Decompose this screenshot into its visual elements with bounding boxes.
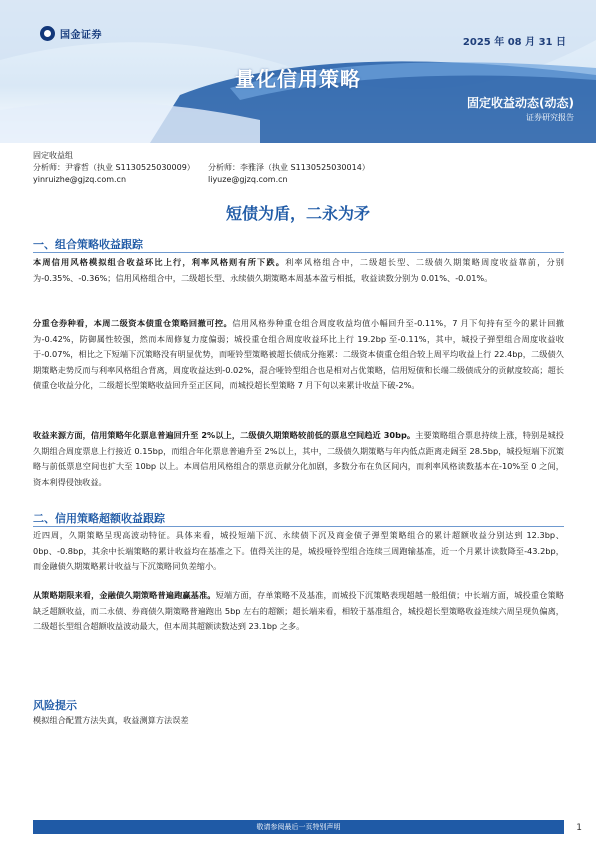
paragraph-body: 信用风格券种重仓组合周度收益均值小幅回升至-0.11%，7 月下旬持有至今的累计回撤为-0.42%，防御属性较强，然而本周修复力度偏弱；城投重仓组合周度收益环比上行 19.2bp 至-0.11%，其中，城投子弹型组合周度收益收于-0.07%，相比之下短端下沉策略没有明显优势，而哑铃型策略被超长债成分拖累：二级资本债重仓组合较上周平均收益上行 22.4bp，二级债久期策略走势反而与利率风格组合背离，周度收益达到-0.02%，混合哑铃型组合也是相对占优策略，信用短债和长端二级债成分的贡献度较高；超长债重仓收益分化，二级超长型策略收益回升至正区间，而城投超长型策略 7 月下旬以来累计收益下破-2%。 xyxy=(33,318,564,391)
section-1-divider xyxy=(33,252,564,253)
header-banner xyxy=(0,0,596,143)
report-date: 2025 年 08 月 31 日 xyxy=(462,37,566,48)
report-dept: 证券研究报告 xyxy=(526,113,574,122)
logo-icon xyxy=(40,26,55,41)
footer-disclaimer-link[interactable]: 敬请参阅最后一页特别声明 xyxy=(256,823,341,831)
page-number: 1 xyxy=(576,823,582,833)
email-1[interactable]: yinruizhe@gjzq.com.cn xyxy=(33,175,127,184)
section-2-divider xyxy=(33,526,564,527)
email-2[interactable]: liyuze@gjzq.com.cn xyxy=(208,175,288,184)
risk-text: 模拟组合配置方法失真，收益测算方法误差 xyxy=(33,715,189,725)
section-1-paragraph-1 xyxy=(33,255,564,286)
paragraph-body: 近四周，久期策略呈现高波动特征。具体来看，城投短端下沉、永续债下沉及商金债子弹型策略组合的累计超额收益分别达到 12.3bp、0bp、-0.8bp，其余中长端策略的累计收益均在基准之下。值得关注的是，城投哑铃型组合连续三周跑输基准，近一个月累计读数降至-43.2bp，而金融债久期策略累计收益与下沉策略同负差缩小。 xyxy=(33,530,564,572)
section-2-paragraph-1 xyxy=(33,528,564,575)
author-group: 固定收益组 xyxy=(33,151,73,160)
paragraph-body: 主要策略组合票息持续上涨，特别是城投久期组合周度票息上行接近 0.15bp，而组合年化票息普遍升至 2%以上，其中，二级债久期策略与年内低点距离走阔至 28.5bp，城投短端下沉策略与前低票息空间也扩大至 10bp 以上。本周信用风格组合的票息贡献分化加剧，多数分布在负区间内，而利率风格读数基本在-10%至 0 之间，资本利得侵蚀收益。 xyxy=(33,430,564,487)
paragraph-body: 短端方面，存单策略不及基准，而城投下沉策略表现超越一般组债；中长端方面，城投重仓策略缺乏超额收益，而二永债、券商债久期策略普遍跑出 5bp 左右的超额；超长端来看，相较于基准组合，城投超长型策略收益连续六周呈现负偏离，二级超长型组合超额收益波动最大，但本周其超额读数达到 23.1bp 之多。 xyxy=(33,590,564,632)
paragraph-lead: 分重仓券种看，本周二级资本债重仓策略回撤可控。 xyxy=(33,318,233,328)
section-2-title: 二、信用策略超额收益跟踪 xyxy=(33,512,165,525)
logo-text: 国金证券 xyxy=(60,30,102,41)
paragraph-lead: 本周信用风格模拟组合收益环比上行，利率风格则有所下跌。 xyxy=(33,257,286,267)
author-row xyxy=(33,162,370,174)
risk-title: 风险提示 xyxy=(33,699,77,712)
section-2-paragraph-2 xyxy=(33,588,564,635)
company-logo xyxy=(40,26,102,41)
paragraph-lead: 从策略期限来看，金融债久期策略普遍跑赢基准。 xyxy=(33,590,216,600)
section-1-paragraph-2 xyxy=(33,316,564,394)
report-type: 固定收益动态(动态) xyxy=(467,96,574,110)
email-row xyxy=(33,174,370,186)
headline: 短债为盾，二永为矛 xyxy=(225,204,370,223)
section-1-title: 一、组合策略收益跟踪 xyxy=(33,238,143,251)
report-title: 量化信用策略 xyxy=(235,67,361,91)
author-block xyxy=(33,150,370,186)
analyst-1: 分析师：尹睿哲（执业 S1130525030009） xyxy=(33,163,195,172)
paragraph-lead: 收益来源方面，信用策略年化票息普遍回升至 2%以上，二级债久期策略较前低的票息空间趋近 30bp。 xyxy=(33,430,416,440)
section-1-paragraph-3 xyxy=(33,428,564,490)
analyst-2: 分析师：李雅泽（执业 S1130525030014） xyxy=(208,163,370,172)
paragraph-body: 利率风格组合中，二级超长型、二级债久期策略周度收益靠前，分别为-0.35%、-0.36%；信用风格组合中，二级超长型、永续债久期策略本周基本盈亏相抵，收益读数分别为 0.01%、-0.01%。 xyxy=(33,257,564,283)
